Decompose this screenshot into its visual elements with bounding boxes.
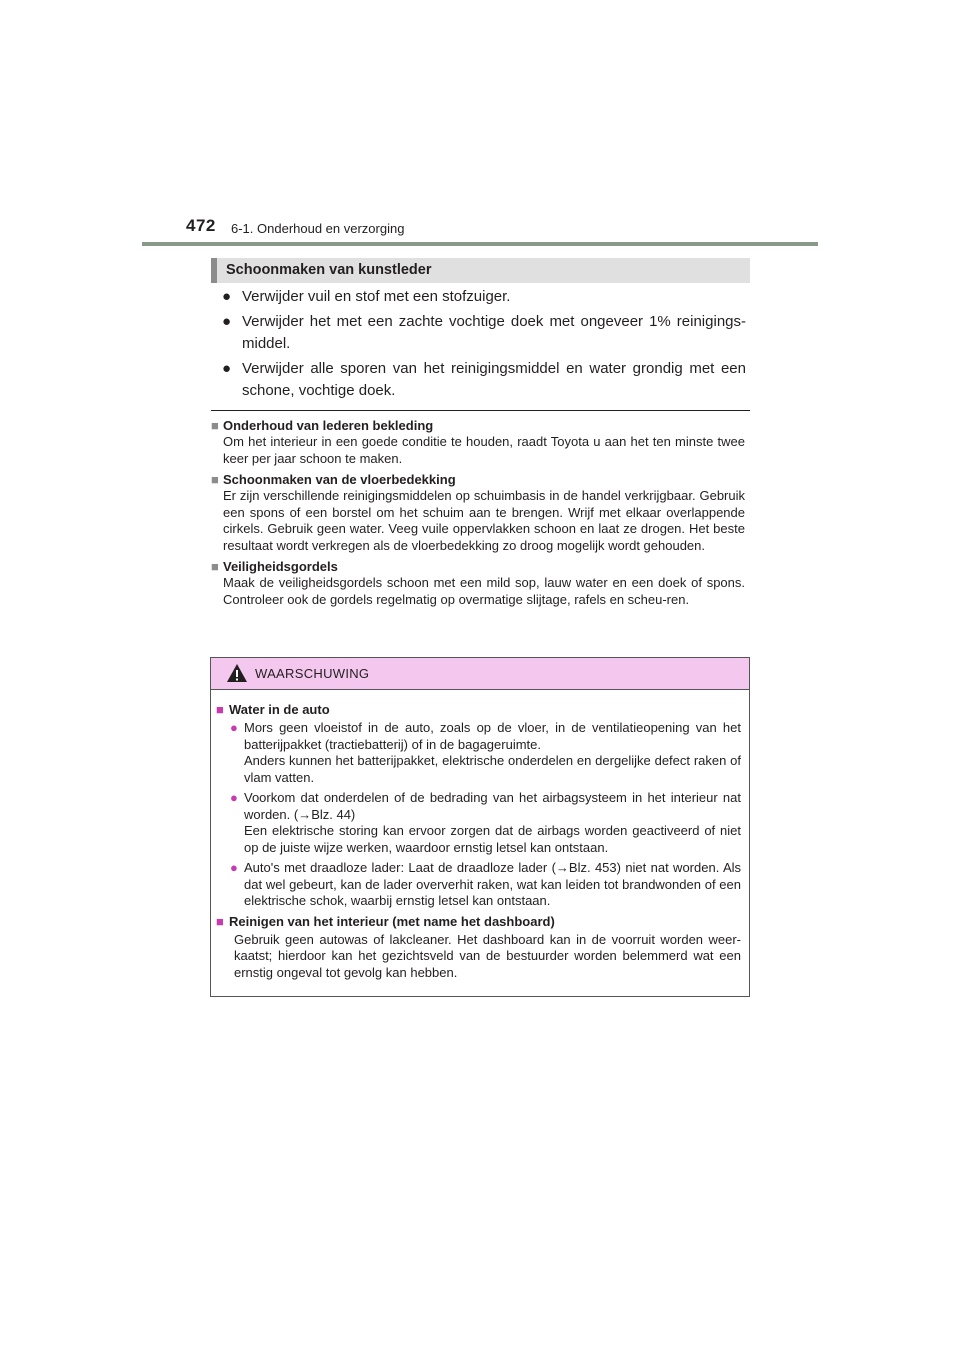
bullet-icon: ●: [230, 860, 238, 875]
square-icon: ■: [211, 472, 219, 487]
note-body: Maak de veiligheidsgordels schoon met een mild sop, lauw water en een doek of spons. Controleer ook de gordels regelmatig op overmatige slijtage, rafels en scheu-ren.: [223, 575, 745, 607]
bullet-icon: ●: [222, 288, 232, 305]
list-item: ● Verwijder alle sporen van het reinigingsmiddel en water grondig met een schone, vochtige doek.: [222, 360, 746, 399]
warning-section-title: Reinigen van het interieur (met name het dashboard): [229, 913, 555, 929]
warning-section-title: Water in de auto: [229, 702, 330, 717]
warning-label: WAARSCHUWING: [255, 666, 370, 681]
note-title: Veiligheidsgordels: [223, 559, 338, 574]
warning-box: [210, 657, 750, 997]
note: [211, 472, 745, 554]
list-item: ● Verwijder vuil en stof met een stofzuiger.: [222, 286, 746, 308]
note: [211, 418, 745, 467]
square-icon: ■: [216, 913, 224, 929]
page-number: 472: [186, 216, 216, 235]
header-rule: [142, 242, 818, 246]
note-body: Er zijn verschillende reinigingsmiddelen op schuimbasis in de handel verkrijgbaar. Gebruik een spons of een borstel om het schuim aan te brengen. Wrijf met elkaar overlappende cirkels. Gebruik geen water. Veeg vuile oppervlakken schoon en laat ze drogen. Het beste resultaat wordt verkregen als de vloerbedekking zo droog mogelijk wordt gehouden.: [223, 488, 745, 553]
square-icon: ■: [211, 559, 219, 574]
list-item: ● Verwijder het met een zachte vochtige doek met ongeveer 1% reinigings-middel.: [222, 313, 746, 352]
warning-item: ● Auto's met draadloze lader: Laat de draadloze lader (→Blz. 453) niet nat worden. Als dat wel gebeurt, kan de lader oververhit raken, wat kan leiden tot brandwonden of een elektrische schok, waarbij ernstig letsel kan ontstaan.: [230, 860, 741, 908]
warning-triangle-icon: [226, 663, 248, 683]
bullet-icon: ●: [222, 313, 232, 330]
section-title: Schoonmaken van kunstleder: [211, 258, 750, 283]
note-title: Onderhoud van lederen bekleding: [223, 418, 434, 433]
chapter-title: 6-1. Onderhoud en verzorging: [231, 221, 405, 236]
divider: [211, 410, 750, 411]
square-icon: ■: [216, 702, 224, 717]
bullet-icon: ●: [230, 720, 238, 735]
note-title: Schoonmaken van de vloerbedekking: [223, 472, 456, 487]
warning-content: [211, 690, 749, 981]
square-icon: ■: [211, 418, 219, 433]
note: [211, 559, 745, 608]
warning-body: Gebruik geen autowas of lakcleaner. Het dashboard kan in de voorruit worden weer-kaatst; hierdoor kan het gezichtsveld van de bestuurder worden belemmerd wat een ernstig ongeval tot gevolg kan hebben.: [234, 931, 741, 980]
note-body: Om het interieur in een goede conditie te houden, raadt Toyota u aan het ten minste twee keer per jaar schoon te maken.: [223, 434, 745, 466]
warning-header: [211, 658, 749, 690]
warning-item: ● Voorkom dat onderdelen of de bedrading van het airbagsysteem in het interieur nat worden. (→Blz. 44) Een elektrische storing kan ervoor zorgen dat de airbags worden geactiveerd of niet op de juiste wijze werken, waardoor ernstig letsel kan ontstaan.: [230, 790, 741, 855]
bullet-icon: ●: [230, 790, 238, 805]
bullet-list: [222, 286, 746, 405]
bullet-icon: ●: [222, 360, 232, 377]
notes-section: [211, 418, 745, 613]
warning-item: ● Mors geen vloeistof in de auto, zoals op de vloer, in de ventilatieopening van het batterijpakket (tractiebatterij) of in de bagageruimte. Anders kunnen het batterijpakket, elektrische onderdelen en dergelijke defect raken of vlam vatten.: [230, 720, 741, 785]
